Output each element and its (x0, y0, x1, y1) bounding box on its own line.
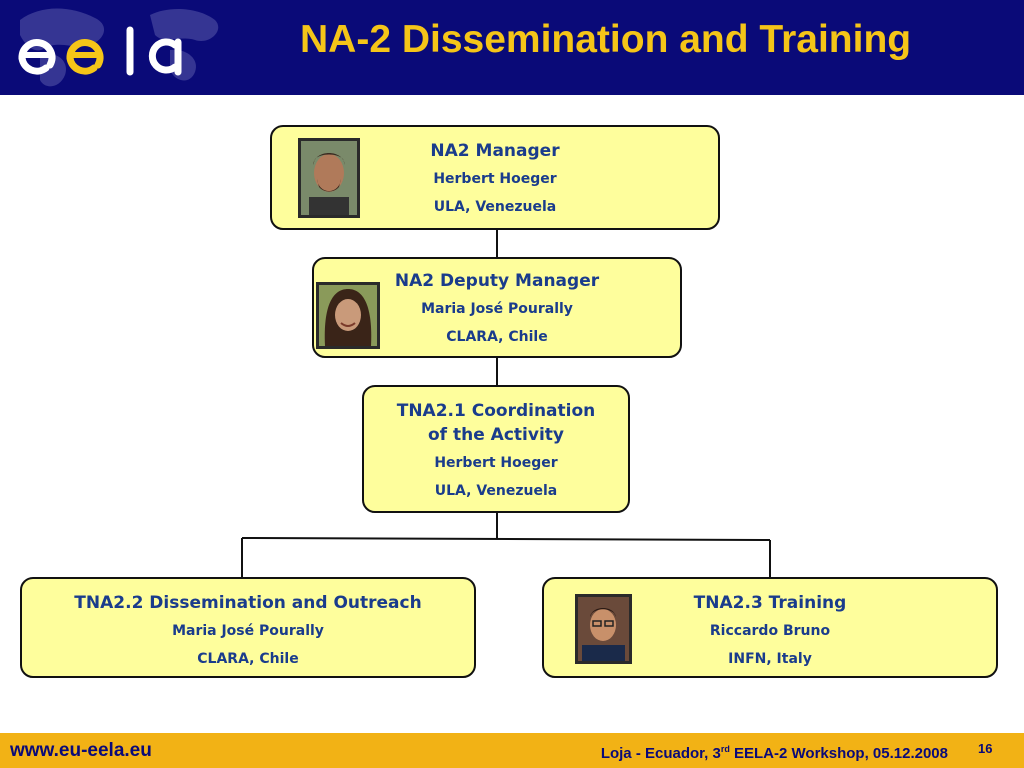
organization: CLARA, Chile (446, 329, 548, 345)
connector-horizontal (242, 538, 770, 540)
page-title: NA-2 Dissemination and Training (300, 18, 912, 61)
footer-url-link[interactable]: www.eu-eela.eu (10, 740, 152, 761)
person-name: Herbert Hoeger (434, 455, 558, 471)
organization: ULA, Venezuela (433, 199, 557, 215)
person-name: Maria José Pourally (421, 301, 573, 317)
person-name: Maria José Pourally (172, 623, 324, 639)
role-title: NA2 Manager (430, 141, 560, 161)
organization: CLARA, Chile (197, 651, 299, 667)
organization: INFN, Italy (728, 651, 812, 667)
page-number: 16 (978, 741, 993, 756)
organization: ULA, Venezuela (434, 483, 558, 499)
role-title: TNA2.3 Training (693, 593, 847, 613)
event-prefix: Loja - Ecuador, 3 (600, 745, 721, 762)
event-superscript: rd (720, 744, 730, 754)
person-name: Riccardo Bruno (709, 623, 831, 639)
footer-event-info (601, 744, 948, 762)
role-title-line2: of the Activity (428, 425, 564, 445)
manager-photo (298, 138, 360, 218)
training-lead-photo (575, 594, 632, 664)
role-title: NA2 Deputy Manager (394, 271, 600, 291)
box-tna2-2-dissemination (20, 577, 476, 678)
role-title: TNA2.2 Dissemination and Outreach (74, 593, 422, 613)
role-title-line1: TNA2.1 Coordination (396, 401, 596, 421)
deputy-manager-photo (316, 282, 380, 349)
footer-bar (0, 733, 1024, 768)
person-name: Herbert Hoeger (433, 171, 557, 187)
box-tna2-1-coordination (362, 385, 630, 513)
event-suffix: EELA-2 Workshop, 05.12.2008 (729, 745, 948, 762)
